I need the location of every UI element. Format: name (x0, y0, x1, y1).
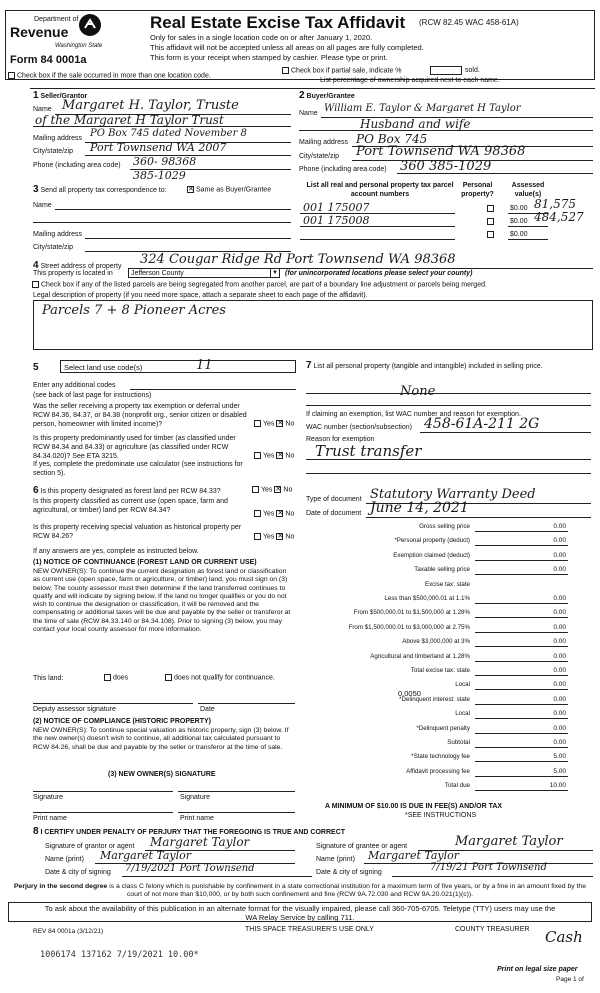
buyer-name-label: Name (299, 110, 318, 117)
calc-row-line (475, 603, 568, 604)
calc-row-line (475, 560, 568, 561)
reason-line-2 (306, 473, 591, 474)
doc-date-label: Date of document (306, 510, 362, 517)
assessor-date-label: Date (200, 706, 215, 713)
grantor-sig-label: Signature of grantor or agent (45, 843, 135, 850)
receipt-line: 1006174 137162 7/19/2021 10.00* (40, 950, 199, 960)
grantee-date-label: Date & city of signing (316, 869, 382, 876)
grantor-date-label: Date & city of signing (45, 869, 111, 876)
calc-row-value[interactable]: 0.00 (553, 551, 566, 559)
rcw-cite: (RCW 82.45 WAC 458-61A) (419, 18, 519, 27)
header-note-3: This form is your receipt when stamped by cashier. Please type or print. (150, 53, 388, 62)
calc-row-label: Above $3,000,000 at 3% (402, 638, 470, 646)
assessed-value-3: $0.00 (510, 231, 528, 238)
calc-row-label: *State technology fee (411, 753, 470, 761)
buyer-name[interactable]: William E. Taylor & Margaret H Taylor (324, 103, 521, 114)
alt-format-text: To ask about the availability of this publication in an alternate format for the visually impaired, please call 360-705-6705. Teletype (TTY) users may use the WA Relay Service by calling 711. (44, 904, 556, 923)
s5-q1-no-label: No (285, 420, 295, 428)
reason-label: Reason for exemption (306, 436, 375, 443)
buyer-city[interactable]: Port Townsend WA 98368 (356, 144, 526, 159)
legal-description[interactable]: Parcels 7 + 8 Pioneer Acres (42, 303, 226, 318)
grantee-print-label: Name (print) (316, 856, 355, 863)
owner-print-2-label: Print name (180, 815, 214, 822)
assessed-hw-1[interactable]: 81,575 (534, 197, 576, 211)
calc-row-label: Local (455, 681, 470, 689)
doc-type-label: Type of document (306, 496, 362, 503)
grantee-print-name[interactable]: Margaret Taylor (368, 849, 460, 862)
treasurer-space: THIS SPACE TREASURER'S USE ONLY (245, 926, 374, 933)
calc-row-value[interactable]: 0.00 (553, 523, 566, 530)
pct-note: List percentage of ownership acquired next to each name. (320, 77, 500, 84)
additional-codes-note: (see back of last page for instructions) (33, 392, 152, 399)
owner-sig-1-label: Signature (33, 794, 63, 801)
calc-row-value[interactable]: 0.00 (553, 609, 566, 617)
chevron-down-icon: ▼ (270, 269, 279, 277)
s5-q2-no-label: No (285, 452, 295, 460)
calc-row-line (475, 675, 568, 676)
owner-sig-2-label: Signature (180, 794, 210, 801)
does-checkbox[interactable] (102, 674, 128, 683)
s3-city-label: City/state/zip (33, 244, 74, 251)
grantor-print-label: Name (print) (45, 856, 84, 863)
buyer-addr-label: Mailing address (299, 139, 349, 146)
calc-row-value[interactable]: 0.00 (553, 695, 566, 703)
dept-label: Department of (34, 16, 79, 23)
agency-name: Revenue (10, 24, 69, 40)
calc-row-line (475, 733, 568, 734)
multi-location-label: Check box if the sale occurred in more than one location code. (17, 72, 211, 80)
calc-row-label: Less than $500,000.01 at 1.1% (384, 595, 470, 602)
local-rate: 0.0050 (398, 689, 421, 698)
calc-row-line (475, 632, 568, 633)
s6-q2-yesno[interactable] (252, 510, 294, 519)
s5-q2-yes-label: Yes (263, 452, 275, 460)
same-as-buyer-checkbox[interactable] (185, 186, 271, 195)
grantee-signature[interactable]: Margaret Taylor (455, 834, 563, 849)
assessed-line-3 (508, 239, 548, 240)
s5-q1-yesno[interactable] (252, 420, 294, 429)
wac-label: WAC number (section/subsection) (306, 424, 412, 431)
land-use-box[interactable] (60, 360, 296, 373)
grantor-print-name[interactable]: Margaret Taylor (100, 849, 192, 862)
calc-row-line (475, 747, 568, 748)
page-title: Real Estate Excise Tax Affidavit (150, 13, 406, 32)
calc-row-line (475, 761, 568, 762)
county-value: Jefferson County (131, 270, 184, 277)
section-4-heading: 4 Street address of property (33, 260, 122, 271)
calc-row-line (475, 617, 568, 618)
section-8-heading: 8 I CERTIFY UNDER PENALTY OF PERJURY THAT THE FOREGOING IS TRUE AND CORRECT (33, 826, 346, 837)
personal-checkbox-1[interactable] (487, 205, 494, 212)
seller-name-2[interactable]: of the Margaret H Taylor Trust (35, 113, 224, 127)
s6-q2-yes-label: Yes (263, 510, 275, 518)
calc-row-value[interactable]: 0.00 (553, 681, 566, 689)
header-note-1: Only for sales in a single location code on or after January 1, 2020. (150, 33, 373, 42)
calc-row-value[interactable]: 0.00 (553, 566, 566, 574)
calc-row-line (475, 790, 568, 791)
parcel-number-1[interactable]: 001 175007 (303, 201, 370, 214)
land-use-label: Select land use code(s) (64, 363, 143, 372)
calc-row-line (475, 646, 568, 647)
buyer-name-2[interactable]: Husband and wife (360, 117, 471, 131)
calc-row-label: *Delinquent penalty (416, 724, 470, 732)
seller-address[interactable]: PO Box 745 dated November 8 (90, 128, 247, 139)
county-note: (for unincorporated locations please select your county) (285, 270, 473, 277)
county-select[interactable] (128, 268, 280, 278)
does-label: does (113, 674, 129, 682)
segregated-checkbox[interactable] (30, 281, 487, 290)
assessed-value-1: $0.00 (510, 205, 528, 212)
wac-number[interactable]: 458-61A-211 2G (424, 416, 540, 432)
seller-phone-label: Phone (including area code) (33, 162, 121, 169)
section-7-heading: 7 List all personal property (tangible and intangible) included in selling price. (306, 360, 543, 371)
calc-row-label: Exemption claimed (deduct) (393, 551, 470, 559)
seller-phone-2[interactable]: 385-1029 (133, 169, 186, 182)
calc-row-label: Gross selling price (419, 523, 470, 530)
seller-phone[interactable]: 360- 98368 (133, 155, 197, 168)
buyer-city-label: City/state/zip (299, 153, 340, 160)
owner-print-1-label: Print name (33, 815, 67, 822)
s6-q2: Is this property classified as current use (open space, farm and agricultural, or timber) land per RCW 84.34? (33, 498, 228, 514)
calc-row-line (475, 689, 568, 690)
section-2-heading: 2 Buyer/Grantee (299, 90, 355, 101)
assessed-hw-2[interactable]: 484,527 (534, 210, 584, 224)
s3-addr-label: Mailing address (33, 231, 83, 238)
calc-row-value[interactable]: 10.00 (549, 782, 566, 790)
form-number: Form 84 0001a (10, 54, 87, 66)
s5-q1: Was the seller receiving a property tax exemption or deferral under RCW 84.36, 84.37, or 84.38 (nonprofit org., senior citizen or disabled person, homeowner with limited income)? (33, 403, 247, 428)
grantor-date-line (122, 876, 312, 877)
partial-sale-label: Check box if partial sale, indicate % (291, 67, 402, 75)
perjury-notice (8, 883, 592, 900)
calc-row-line (475, 661, 568, 662)
calc-row-value[interactable]: 0.00 (553, 623, 566, 631)
owner-print-1-line (33, 812, 173, 813)
section-6-heading: 6 Is this property designated as forest land per RCW 84.33? (33, 485, 221, 496)
grantee-sig-label: Signature of grantee or agent (316, 843, 408, 850)
notice-2-text: NEW OWNER(S): To continue special valuation as historic property, sign (3) below. If the new owner(s) doesn't wish to continue, all additional tax calculated pursuant to RCW 84.26, shall be due and payable by the seller or transferor at the time of sale. (33, 727, 289, 751)
calc-row-label: Taxable selling price (414, 566, 470, 574)
calc-row-label: Subtotal (447, 739, 470, 746)
calc-row-value[interactable]: 5.00 (553, 753, 566, 761)
header-note-2: This affidavit will not be accepted unless all areas on all pages are fully completed. (150, 43, 424, 52)
s3-name2-line (33, 222, 291, 223)
revision: REV 84 0001a (3/12/21) (33, 928, 104, 935)
calc-row-value[interactable]: 5.00 (553, 767, 566, 775)
see-instructions: *SEE INSTRUCTIONS (405, 812, 477, 819)
personal-property-none[interactable]: None (400, 384, 436, 399)
additional-codes-line (130, 389, 296, 390)
calc-row-line (475, 776, 568, 777)
perjury-bold: Perjury in the second degree (14, 883, 108, 890)
personal-checkbox-2[interactable] (487, 218, 494, 225)
s6-q2-no-label: No (285, 510, 295, 518)
section-3-heading: 3 Send all property tax correspondence to: (33, 184, 167, 195)
calc-row-line (475, 545, 568, 546)
calc-row-line (475, 574, 568, 575)
s6-q1-yes-label: Yes (261, 486, 273, 494)
s3-addr-line (85, 238, 291, 239)
partial-pct-input[interactable] (430, 66, 462, 75)
s5-q1-yes-label: Yes (263, 420, 275, 428)
buyer-phone[interactable]: 360 385-1029 (400, 159, 492, 174)
perjury-text: is a class C felony which is punishable by confinement in a state correctional institution for a maximum term of five years, or by a fine in an amount fixed by the court of not more than $10,000, or by both such confinement and fine (RCW 9A.72.030 and RCW 9A.20.021(1)(c)). (107, 883, 586, 899)
assessed-header: Assessed value(s) (511, 182, 545, 198)
s5-q2-yesno[interactable] (252, 452, 294, 461)
same-as-buyer-label: Same as Buyer/Grantee (196, 186, 272, 194)
seller-name-label: Name (33, 106, 52, 113)
this-land-label: This land: (33, 675, 64, 682)
assessor-sig-label: Deputy assessor signature (33, 706, 116, 713)
calc-row-line (475, 718, 568, 719)
notice-1-heading: (1) NOTICE OF CONTINUANCE (FOREST LAND OR CURRENT USE) (33, 559, 257, 566)
exemption-reason[interactable]: Trust transfer (315, 442, 422, 460)
calc-row-label: Excise tax: state (424, 580, 470, 588)
s6-q3-no-label: No (285, 533, 295, 541)
s5-q2: Is this property predominantly used for timber (as classified under RCW 84.34 and 84.33) or agriculture (as classified under RCW 84.34.020)? See ETA 3215. (33, 435, 236, 460)
calc-row-line (475, 704, 568, 705)
pp-line-2 (306, 405, 591, 406)
land-use-code: 11 (196, 358, 213, 373)
grantor-date-city[interactable]: 7/19/2021 Port Townsend (125, 863, 255, 874)
notice-1-text: NEW OWNER(S): To continue the current designation as forest land or classification as current use (open space, farm or agriculture, or timber) land, you must sign on (3) below. The county assessor must then determine if the land transferred continues to qualify and will indicate by signing below. If the land no longer qualifies or you do not wish to continue the designation or classification, it will be removed and the compensating or additional taxes will be due and payable by the seller or transferor at the time of sale (RCW 84.33.140 or 84.34.108). Prior to signing (3) below, you may contact your local county assessor for more information. (33, 568, 291, 633)
exemption-label: If claiming an exemption, list WAC number and reason for exemption. (306, 411, 521, 418)
does-not-label: does not qualify for continuance. (174, 674, 275, 682)
calc-row-label: *Delinquent interest: state (399, 695, 470, 703)
does-not-checkbox[interactable] (163, 674, 298, 683)
calc-row-label: Total due (444, 782, 470, 790)
calc-row-value[interactable]: 0.00 (553, 638, 566, 646)
calc-row-value[interactable]: 0.00 (553, 537, 566, 545)
seller-name[interactable]: Margaret H. Taylor, Truste (62, 98, 239, 113)
dor-logo-icon (78, 13, 102, 37)
calc-row-label: Total excise tax: state (410, 667, 470, 674)
legal-size-note: Print on legal size paper (497, 966, 578, 973)
calc-row-label: Agricultural and timberland at 1.28% (370, 652, 470, 660)
assessor-date-line (198, 703, 295, 704)
partial-sale-checkbox[interactable] (280, 67, 402, 76)
state-label: Washington State (55, 43, 103, 49)
s3-name-line (55, 209, 291, 210)
s6-q3: Is this property receiving special valuation as historical property per RCW 84.26? (33, 524, 242, 540)
s6-q1-no-label: No (283, 486, 293, 494)
assessed-line-2 (508, 226, 548, 227)
parcel-row-3-line (300, 239, 455, 240)
grantee-date-line (392, 876, 593, 877)
document-type[interactable]: Statutory Warranty Deed (370, 487, 536, 502)
calc-row-label: Local (455, 710, 470, 718)
calc-row-value[interactable]: 0.00 (553, 652, 566, 660)
s3-name-label: Name (33, 202, 52, 209)
section-5-number: 5 (33, 362, 39, 373)
grantor-signature[interactable]: Margaret Taylor (150, 835, 250, 849)
personal-header: Personal property? (461, 182, 494, 198)
additional-codes-label: Enter any additional codes (33, 382, 116, 389)
legal-desc-label: Legal description of property (if you need more space, attach a separate sheet to each page of the affidavit). (33, 292, 368, 299)
pp-line-1 (306, 393, 591, 394)
section-1-heading: 1 Seller/Grantor (33, 90, 88, 101)
multi-location-checkbox[interactable] (6, 72, 211, 81)
calc-row-label: From $500,000.01 to $1,500,000 at 1.28% (353, 609, 470, 617)
assessed-value-2: $0.00 (510, 218, 528, 225)
segregated-label: Check box if any of the listed parcels are being segregated from another parcel, are part of a boundary line adjustment or parcels being merged. (41, 281, 487, 289)
page-number: Page 1 of (556, 976, 584, 983)
seller-addr-label: Mailing address (33, 135, 83, 142)
personal-checkbox-3[interactable] (487, 231, 494, 238)
parcel-number-2[interactable]: 001 175008 (303, 214, 370, 227)
calc-row-value[interactable]: 0.00 (553, 595, 566, 602)
minimum-due-note: A MINIMUM OF $10.00 IS DUE IN FEE(S) AND/OR TAX (325, 803, 503, 810)
calc-row-value[interactable]: 0.00 (553, 739, 566, 746)
alt-format-box (8, 902, 592, 922)
assessor-sig-line (33, 703, 193, 704)
calc-row-line (475, 531, 568, 532)
calc-row-value[interactable]: 0.00 (553, 667, 566, 674)
notice-2-heading: (2) NOTICE OF COMPLIANCE (HISTORIC PROPERTY) (33, 718, 211, 725)
street-address[interactable]: 324 Cougar Ridge Rd Port Townsend WA 98368 (140, 252, 456, 267)
seller-city[interactable]: Port Townsend WA 2007 (90, 141, 227, 154)
seller-city-label: City/state/zip (33, 148, 74, 155)
s6-q1-yesno[interactable] (250, 486, 292, 495)
treasurer-stamp: Cash (545, 928, 583, 946)
calc-row-label: Affidavit processing fee (406, 767, 470, 775)
notice-3-heading: (3) NEW OWNER(S) SIGNATURE (108, 771, 216, 778)
parcel-header: List all real and personal property tax parcel account numbers (306, 182, 454, 198)
grantee-date-city[interactable]: 7/19/21 Port Townsend (430, 862, 547, 873)
s5-q2b: If yes, complete the predominate use calculator (see instructions for section 5). (33, 461, 243, 477)
document-date[interactable]: June 14, 2021 (370, 500, 469, 516)
s6-ifany: If any answers are yes, complete as instructed below. (33, 548, 199, 555)
calc-row-value[interactable]: 0.00 (553, 724, 566, 732)
buyer-phone-label: Phone (including area code) (299, 166, 387, 173)
calc-row-label: *Personal property (deduct) (394, 537, 470, 545)
sold-label: sold. (465, 67, 480, 74)
owner-print-2-line (178, 812, 295, 813)
s6-q3-yes-label: Yes (263, 533, 275, 541)
s6-q3-yesno[interactable] (252, 533, 294, 542)
calc-row-label: From $1,500,000.01 to $3,000,000 at 2.75% (348, 623, 470, 631)
county-treasurer: COUNTY TREASURER (455, 926, 530, 933)
owner-sig-2-line (178, 791, 295, 792)
located-in-label: This property is located in (33, 270, 113, 277)
calc-row-value[interactable]: 0.00 (553, 710, 566, 718)
owner-sig-1-line (33, 791, 173, 792)
buyer-address[interactable]: PO Box 745 (356, 132, 428, 146)
